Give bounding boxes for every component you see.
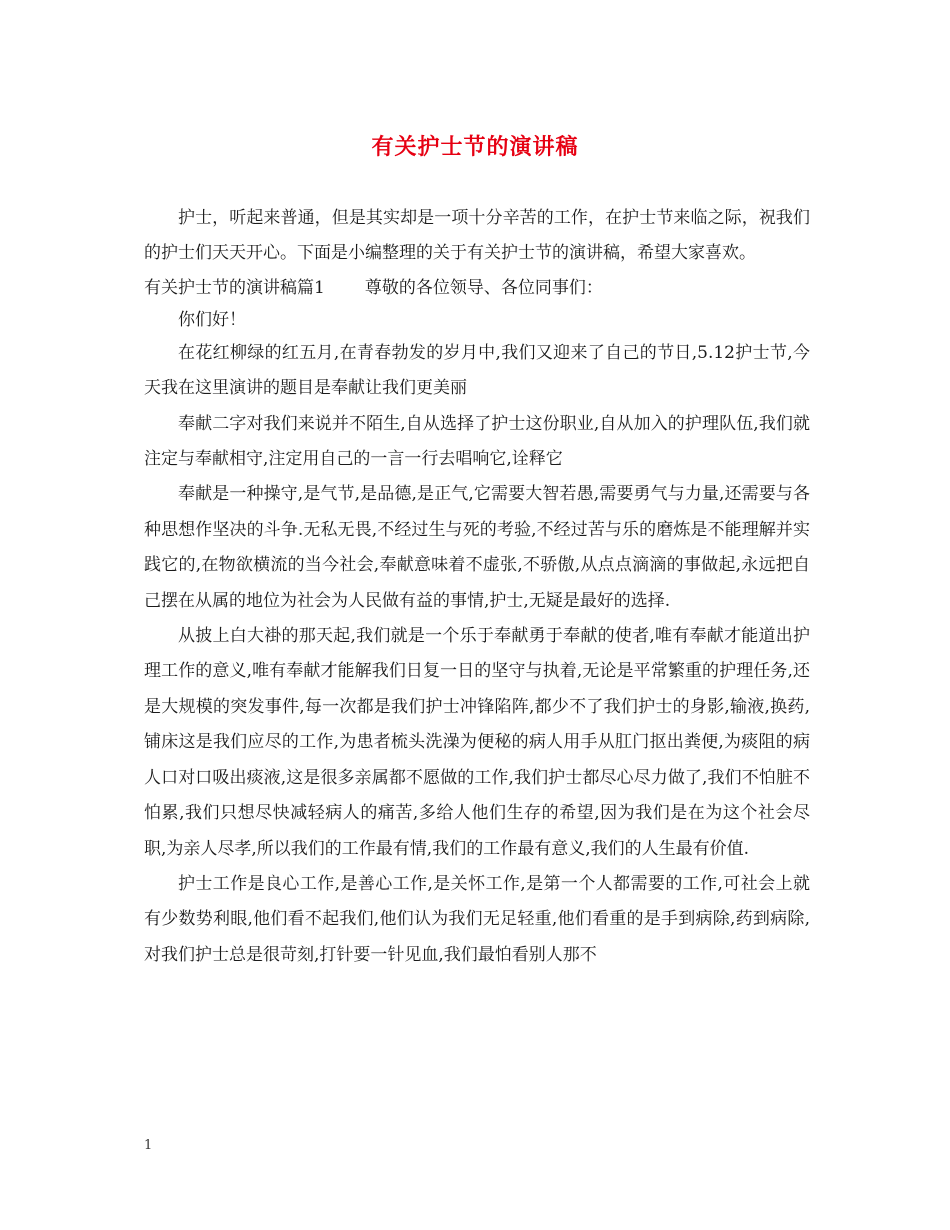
document-body (144, 201, 810, 973)
document-title: 有关护士节的演讲稿 (371, 134, 579, 160)
intro-paragraph: 护士，听起来普通，但是其实却是一项十分辛苦的工作，在护士节来临之际，祝我们的护士们天天开心。下面是小编整理的关于有关护士节的演讲稿，希望大家喜欢。 (144, 208, 810, 264)
article-heading: 有关护士节的演讲稿篇1 (144, 277, 325, 298)
body-paragraph: 护士工作是良心工作,是善心工作,是关怀工作,是第一个人都需要的工作,可社会上就有少数势利眼,他们看不起我们,他们认为我们无足轻重,他们看重的是手到病除,药到病除,对我们护士总是很苛刻,打针要一针见血,我们最怕看别人那不 (144, 873, 810, 965)
body-paragraph: 奉献二字对我们来说并不陌生,自从选择了护士这份职业,自从加入的护理队伍,我们就注定与奉献相守,注定用自己的一言一行去唱响它,诠释它 (144, 413, 810, 470)
body-paragraph: 奉献是一种操守,是气节,是品德,是正气,它需要大智若愚,需要勇气与力量,还需要与各种思想作坚决的斗争.无私无畏,不经过生与死的考验,不经过苦与乐的磨炼是不能理解并实践它的,在物欲横流的当今社会,奉献意味着不虚张,不骄傲,从点点滴滴的事做起,永远把自己摆在从属的地位为社会为人民做有益的事情,护士,无疑是最好的选择. (144, 484, 810, 611)
body-paragraph: 从披上白大褂的那天起,我们就是一个乐于奉献勇于奉献的使者,唯有奉献才能道出护理工作的意义,唯有奉献才能解我们日复一日的坚守与执着,无论是平常繁重的护理任务,还是大规模的突发事件,每一次都是我们护士冲锋陷阵,都少不了我们护士的身影,输液,换药,铺床这是我们应尽的工作,为患者梳头洗澡为便秘的病人用手从肛门抠出粪便,为痰阻的病人口对口吸出痰液,这是很多亲属都不愿做的工作,我们护士都尽心尽力做了,我们不怕脏不怕累,我们只想尽快减轻病人的痛苦,多给人他们生存的希望,因为我们是在为这个社会尽职,为亲人尽孝,所以我们的工作最有情,我们的工作最有意义,我们的人生最有价值. (144, 626, 810, 859)
salutation: 尊敬的各位领导、各位同事们： (364, 277, 603, 298)
page-number: 1 (144, 1138, 153, 1153)
greeting: 你们好！ (178, 309, 246, 330)
article-heading-line (144, 273, 810, 304)
body-paragraph: 在花红柳绿的红五月,在青春勃发的岁月中,我们又迎来了自己的节日,5.12护士节,今天我在这里演讲的题目是奉献让我们更美丽 (144, 342, 810, 399)
